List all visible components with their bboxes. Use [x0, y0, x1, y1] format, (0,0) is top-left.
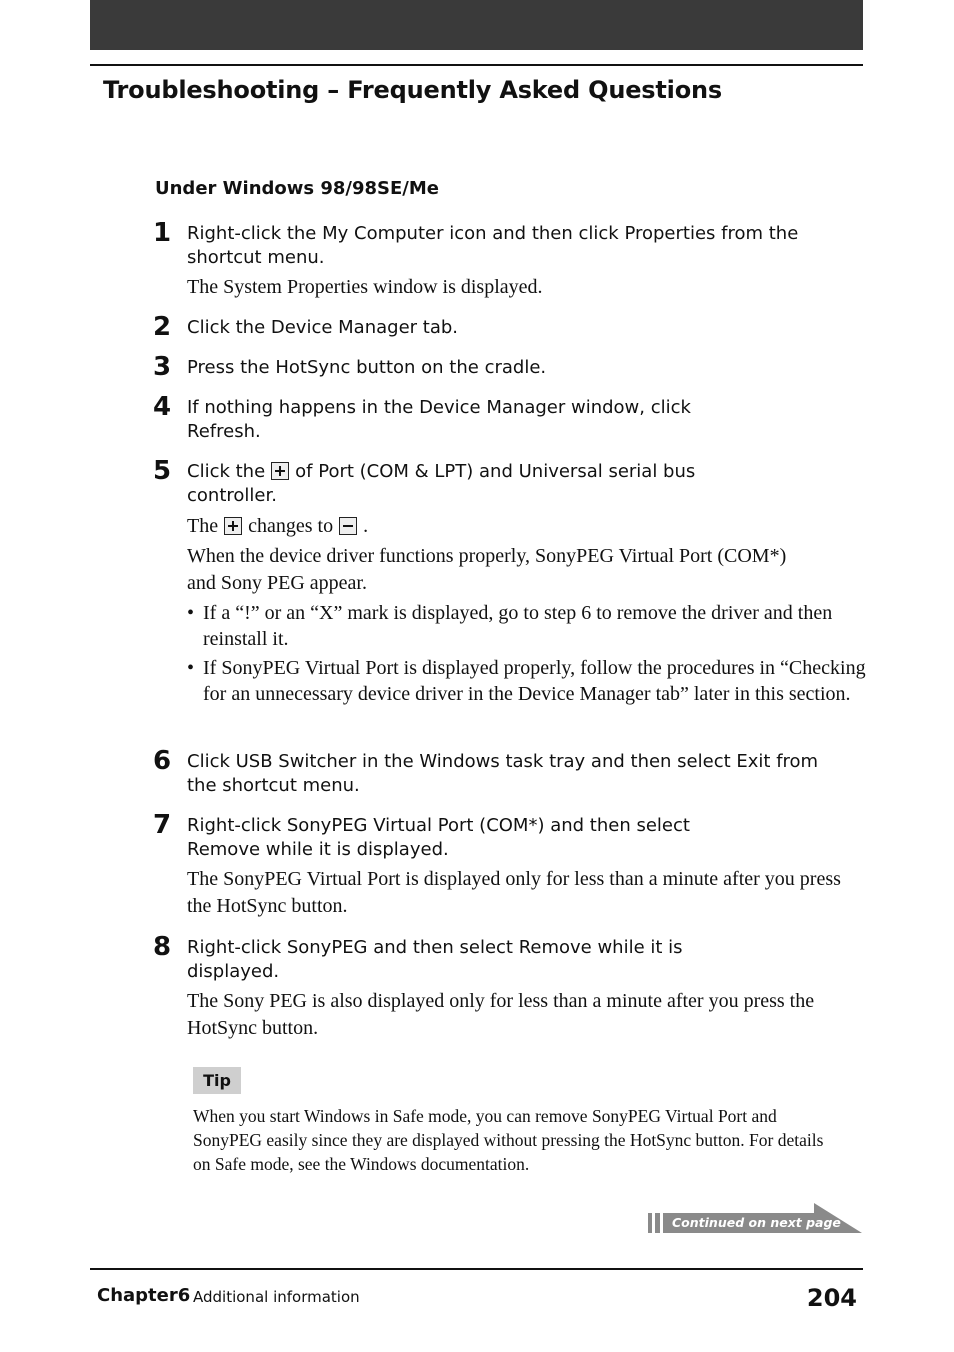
page-title: Troubleshooting – Frequently Asked Questions — [103, 76, 722, 104]
step-text-7: Right-click SonyPEG Virtual Port (COM*) and then select Remove while it is displayed. — [187, 815, 690, 860]
step-result-8: The Sony PEG is also displayed only for less than a minute after you press the HotSync button. — [187, 990, 815, 1039]
step-number-6: 6 — [153, 746, 172, 776]
step-number-3: 3 — [153, 352, 172, 382]
step-number-2: 2 — [153, 312, 172, 342]
step-number-8: 8 — [153, 932, 172, 962]
section-heading: Under Windows 98/98SE/Me — [155, 178, 439, 199]
step-text-1: Right-click the My Computer icon and then click Properties from the shortcut menu. — [187, 223, 799, 268]
step-5-text-before: Click the — [187, 461, 266, 482]
header-rule — [90, 64, 863, 66]
minus-box-icon — [339, 517, 357, 535]
step-text-6: Click USB Switcher in the Windows task tray and then select Exit from the shortcut menu. — [187, 751, 819, 796]
bullet-item: • If SonyPEG Virtual Port is displayed properly, follow the procedures in “Checking for an unnecessary device driver in the Device Manager tab” later in this section. — [187, 657, 866, 705]
step-text-5 — [187, 460, 767, 508]
page-number: 204 — [806, 1284, 857, 1312]
step-text-3: Press the HotSync button on the cradle. — [187, 357, 547, 378]
step-result-5-detail: When the device driver functions properly, SonyPEG Virtual Port (COM*) and Sony PEG appear. — [187, 545, 787, 594]
continued-label: Continued on next page — [672, 1215, 841, 1230]
step-number-5: 5 — [153, 456, 172, 486]
step-text-8: Right-click SonyPEG and then select Remove while it is displayed. — [187, 937, 683, 982]
step-text-4: If nothing happens in the Device Manager window, click Refresh. — [187, 397, 691, 442]
header-bar — [90, 0, 863, 50]
tip-text: When you start Windows in Safe mode, you can remove SonyPEG Virtual Port and SonyPEG easily since they are displayed without pressing the HotSync button. For details on Safe mode, see the Windows documentation. — [193, 1106, 824, 1174]
step-result-1: The System Properties window is displayed. — [187, 276, 543, 298]
footer-rule — [90, 1268, 863, 1270]
step-text-2: Click the Device Manager tab. — [187, 317, 459, 338]
bullet-item: • If a “!” or an “X” mark is displayed, go to step 6 to remove the driver and then reinstall it. — [187, 602, 833, 650]
tip-badge: Tip — [193, 1067, 241, 1094]
step-result-5 — [187, 513, 867, 540]
step-number-7: 7 — [153, 810, 172, 840]
step-result-7: The SonyPEG Virtual Port is displayed only for less than a minute after you press the HotSync button. — [187, 868, 841, 917]
step-5-result-before: The — [187, 515, 219, 537]
step-5-result-after: . — [363, 515, 369, 537]
footer-section: Additional information — [193, 1288, 360, 1306]
step-number-4: 4 — [153, 392, 172, 422]
plus-box-icon — [224, 517, 242, 535]
step-5-result-middle: changes to — [248, 515, 334, 537]
step-5-text-after: of Port (COM & LPT) and Universal serial bus controller. — [187, 461, 696, 506]
footer-chapter: Chapter6 — [97, 1285, 191, 1306]
step-number-1: 1 — [153, 218, 172, 248]
plus-box-icon — [271, 462, 289, 480]
